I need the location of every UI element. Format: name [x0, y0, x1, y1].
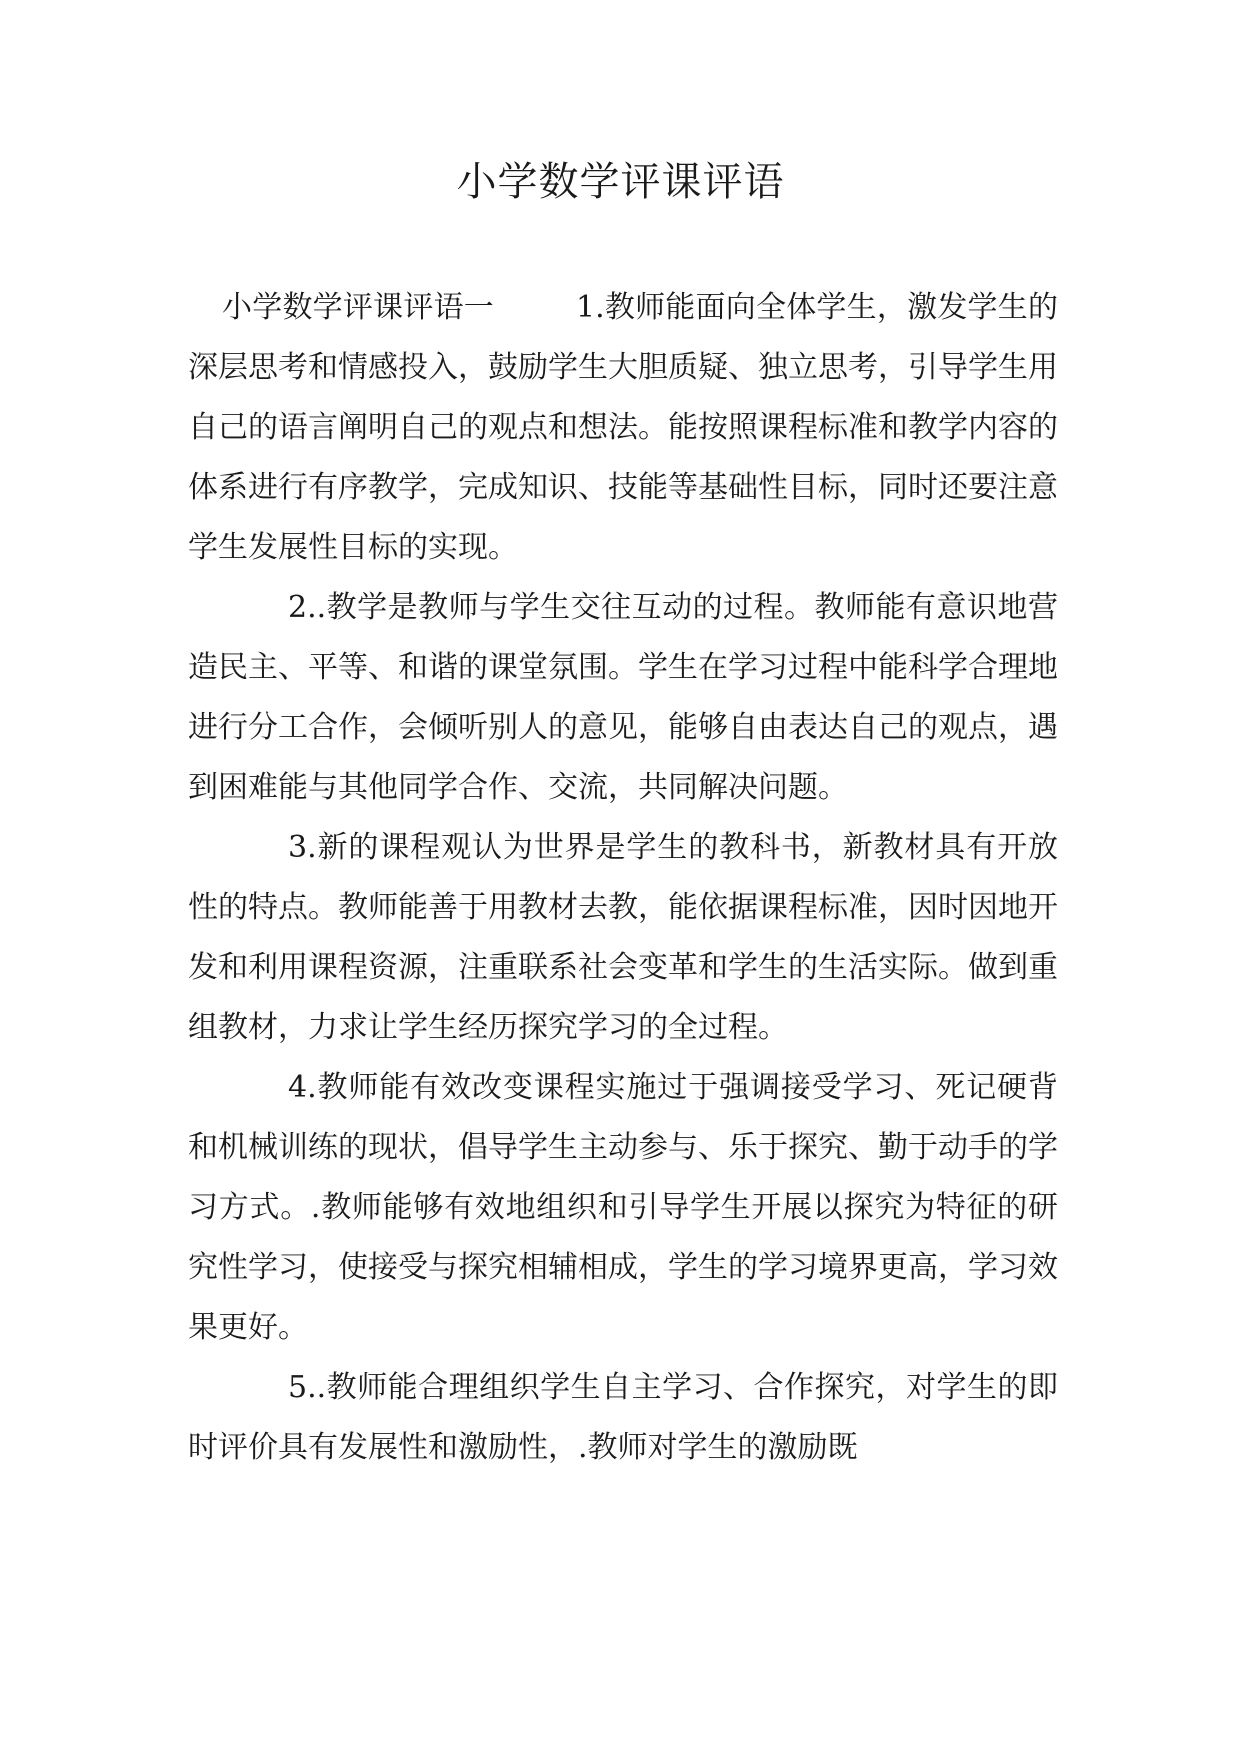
paragraph-5: 5..教师能合理组织学生自主学习、合作探究，对学生的即时评价具有发展性和激励性，.教师对学生的激励既 [188, 1370, 1058, 1465]
document-body [188, 278, 1058, 1478]
intro-heading: 小学数学评课评语一 [222, 290, 495, 325]
document-title: 小学数学评课评语 [456, 159, 785, 205]
paragraph-1-text: 1.教师能面向全体学生，激发学生的深层思考和情感投入，鼓励学生大胆质疑、独立思考，引导学生用自己的语言阐明自己的观点和想法。能按照课程标准和教学内容的体系进行有序教学，完成知识、技能等基础性目标，同时还要注意学生发展性目标的实现。 [188, 290, 1058, 565]
paragraph-4: 4.教师能有效改变课程实施过于强调接受学习、死记硬背和机械训练的现状，倡导学生主动参与、乐于探究、勤于动手的学习方式。.教师能够有效地组织和引导学生开展以探究为特征的研究性学习，使接受与探究相辅相成，学生的学习境界更高，学习效果更好。 [188, 1070, 1058, 1345]
paragraph-2: 2..教学是教师与学生交往互动的过程。教师能有意识地营造民主、平等、和谐的课堂氛围。学生在学习过程中能科学合理地进行分工合作，会倾听别人的意见，能够自由表达自己的观点，遇到困难能与其他同学合作、交流，共同解决问题。 [188, 590, 1058, 805]
paragraph-1 [188, 278, 1058, 578]
paragraph-3: 3.新的课程观认为世界是学生的教科书，新教材具有开放性的特点。教师能善于用教材去教，能依据课程标准，因时因地开发和利用课程资源，注重联系社会变革和学生的生活实际。做到重组教材，力求让学生经历探究学习的全过程。 [188, 830, 1058, 1045]
